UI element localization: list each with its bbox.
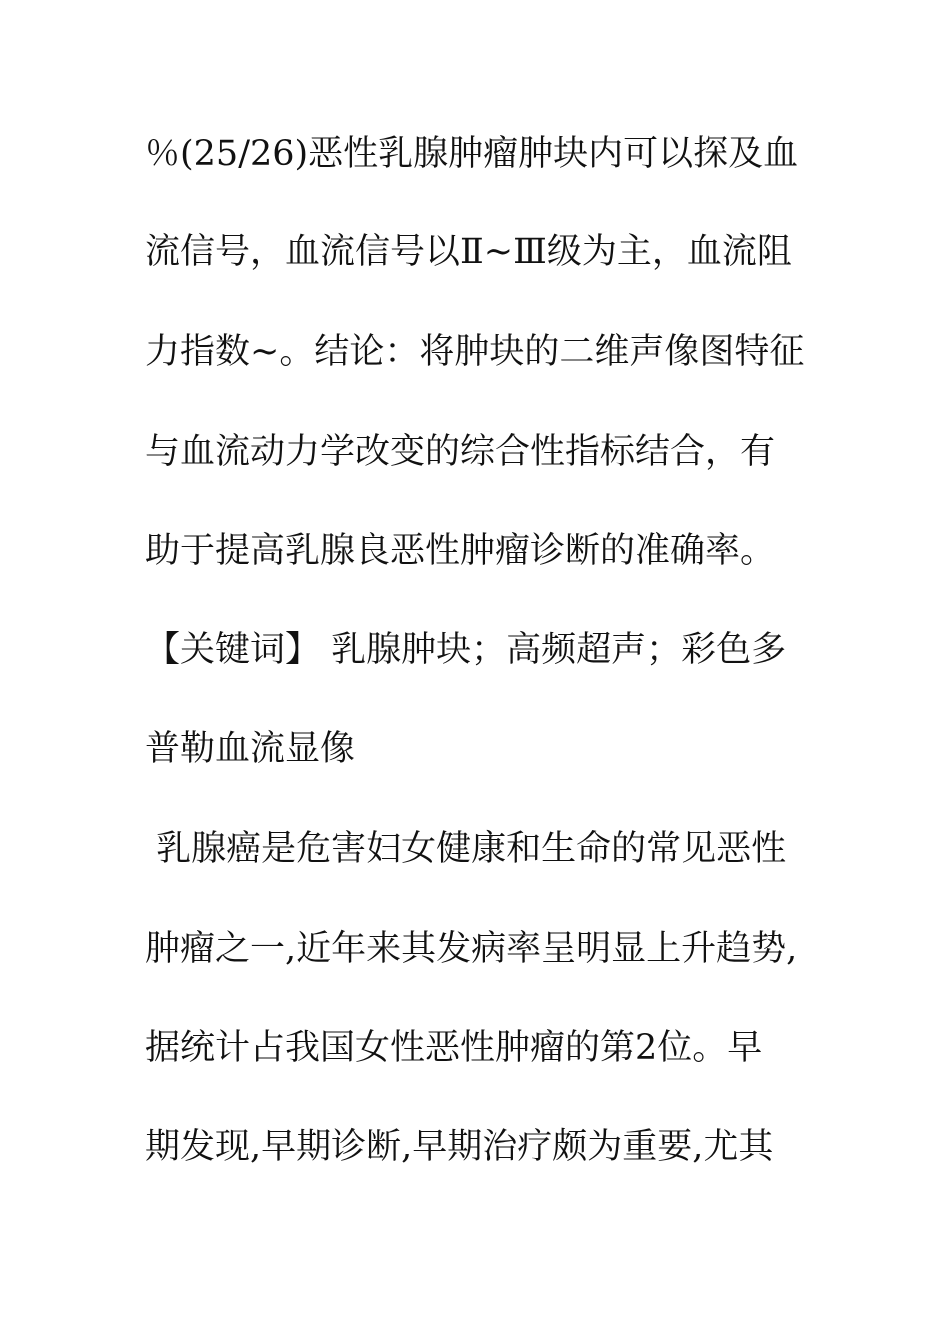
text-line-1: ％(25/26)恶性乳腺肿瘤肿块内可以探及血 xyxy=(145,134,799,174)
text-line-9: 肿瘤之一,近年来其发病率呈明显上升趋势, xyxy=(145,929,798,969)
text-line-5: 助于提高乳腺良恶性肿瘤诊断的准确率。 xyxy=(145,531,776,571)
keywords-line: 【关键词】 乳腺肿块；高频超声；彩色多 xyxy=(145,630,787,670)
keywords-continuation: 普勒血流显像 xyxy=(145,729,356,769)
text-line-10: 据统计占我国女性恶性肿瘤的第2位。早 xyxy=(145,1028,763,1068)
text-line-3: 力指数~。结论：将肿块的二维声像图特征 xyxy=(145,332,805,372)
text-line-2: 流信号，血流信号以Ⅱ~Ⅲ级为主，血流阻 xyxy=(145,232,792,272)
text-line-4: 与血流动力学改变的综合性指标结合，有 xyxy=(145,432,776,472)
text-line-8: 乳腺癌是危害妇女健康和生命的常见恶性 xyxy=(145,829,787,869)
text-line-11: 期发现,早期诊断,早期治疗颇为重要,尤其 xyxy=(145,1127,774,1167)
